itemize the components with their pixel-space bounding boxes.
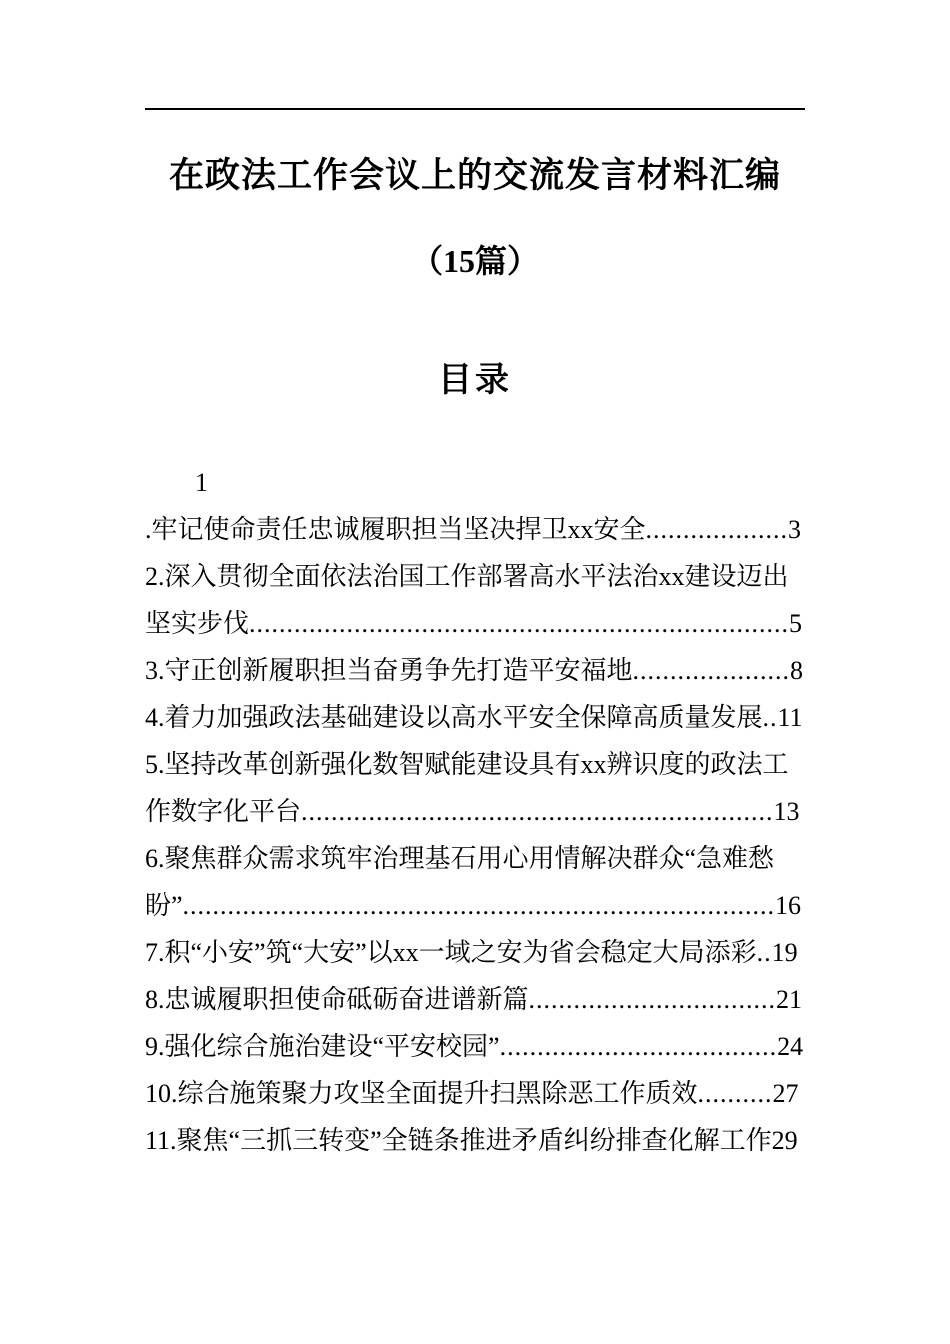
toc-page-number: 16 (775, 890, 802, 920)
toc-entry[interactable] (145, 553, 805, 647)
toc-leader-dots: ................................. (528, 984, 777, 1014)
toc-list (145, 506, 805, 1164)
toc-entry-title: 11.聚焦“三抓三转变”全链条推进矛盾纠纷排查化解工作 (145, 1125, 772, 1155)
toc-page-number: 8 (790, 655, 804, 685)
toc-page-number: 29 (771, 1125, 798, 1155)
document-subtitle: （15篇） (410, 242, 539, 279)
toc-entry[interactable] (145, 976, 805, 1023)
toc-entry-title: 3.守正创新履职担当奋勇争先打造平安福地 (145, 655, 633, 685)
header-rule (145, 108, 805, 110)
toc-page-number: 5 (789, 608, 803, 638)
toc-leader-dots: ..................... (632, 655, 791, 685)
toc-orphan-numeral: 1 (195, 467, 208, 497)
toc-entry-title: 9.强化综合施治建设“平安校园” (145, 1031, 500, 1061)
toc-page-number: 21 (776, 984, 803, 1014)
toc-leader-dots: .. (762, 702, 778, 732)
document-title: 在政法工作会议上的交流发言材料汇编 (168, 156, 781, 195)
toc-page-number: 27 (772, 1078, 799, 1108)
toc-page-number: 24 (777, 1031, 804, 1061)
toc-page-number: 19 (771, 937, 798, 967)
toc-heading: 目录 (438, 361, 512, 399)
toc-entry[interactable] (145, 835, 805, 929)
toc-leader-dots: ............................................................................... (182, 890, 776, 920)
toc-entry-title: 7.积“小安”筑“大安”以xx一域之安为省会稳定大局添彩 (145, 937, 757, 967)
toc-leader-dots: ............................................................... (301, 796, 774, 826)
toc-entry[interactable] (145, 1023, 805, 1070)
toc-page-number: 13 (773, 796, 800, 826)
toc-entry-title: 10.综合施策聚力攻坚全面提升扫黑除恶工作质效 (145, 1078, 698, 1108)
toc-entry-title: 5.坚持改革创新强化数智赋能建设具有xx辨识度的政法工作数字化平台 (145, 749, 789, 826)
toc-entry-title: 4.着力加强政法基础建设以高水平安全保障高质量发展 (145, 702, 763, 732)
toc-entry[interactable] (145, 1117, 805, 1164)
toc-leader-dots: ..................................... (499, 1031, 778, 1061)
table-of-contents (145, 459, 805, 1164)
toc-leader-dots: .......... (697, 1078, 773, 1108)
toc-leader-dots: .. (756, 937, 772, 967)
toc-entry[interactable] (145, 1070, 805, 1117)
toc-entry[interactable] (145, 929, 805, 976)
toc-entry-title: 8.忠诚履职担使命砥砺奋进谱新篇 (145, 984, 529, 1014)
toc-entry-title: 6.聚焦群众需求筑牢治理基石用心用情解决群众“急难愁盼” (145, 843, 775, 920)
toc-page-number: 3 (788, 514, 802, 544)
toc-page-number: 11 (777, 702, 803, 732)
toc-entry-title: 2.深入贯彻全面依法治国工作部署高水平法治xx建设迈出坚实步伐 (145, 561, 789, 638)
toc-entry[interactable] (145, 694, 805, 741)
toc-entry[interactable] (145, 647, 805, 694)
toc-leader-dots: ................... (645, 514, 789, 544)
toc-entry-title: .牢记使命责任忠诚履职担当坚决捍卫xx安全 (145, 514, 646, 544)
toc-leader-dots: ........................................................................ (249, 608, 790, 638)
toc-entry[interactable] (145, 741, 805, 835)
toc-entry[interactable] (145, 506, 805, 553)
